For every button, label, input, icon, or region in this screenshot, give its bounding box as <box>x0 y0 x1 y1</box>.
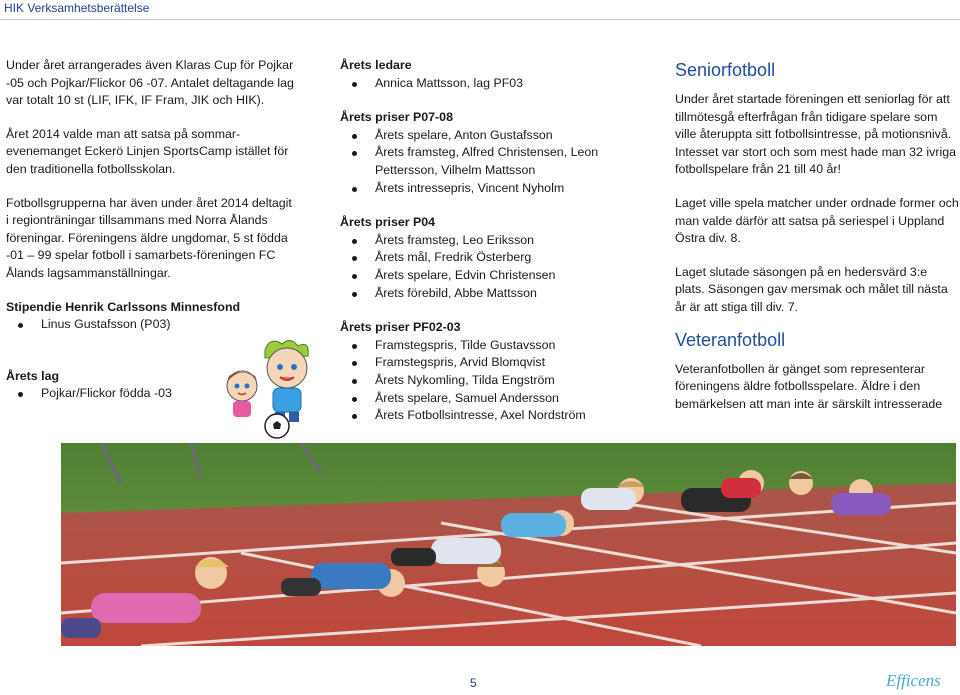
veteran-paragraph: Veteranfotbollen är gänget som representerar föreningens äldre fotbollsspelare. Äldre i den bemärkelsen att man inte är särskilt intresserade <box>675 361 943 411</box>
list-item: Annica Mattsson, lag PF03 <box>340 75 640 93</box>
list-item: Årets förebild, Abbe Mattsson <box>340 285 640 303</box>
senior-paragraph-3: Laget slutade säsongen på en hedersvärd 3:e plats. Säsongen gav mersmak och målet till nästa år är att stiga till div. 7. <box>675 264 948 314</box>
list-item: Årets Nykomling, Tilda Engström <box>340 372 640 390</box>
column-right <box>675 57 960 413</box>
stipend-heading: Stipendie Henrik Carlssons Minnesfond <box>6 299 241 314</box>
header-divider <box>0 19 960 20</box>
list-item: Årets mål, Fredrik Österberg <box>340 249 640 267</box>
leader-heading: Årets ledare <box>340 58 412 72</box>
list-item: Pojkar/Flickor födda -03 <box>6 385 296 403</box>
column-middle <box>340 57 640 442</box>
efficens-logo <box>880 666 956 692</box>
leader-list <box>340 75 640 93</box>
list-item: Årets spelare, Edvin Christensen <box>340 267 640 285</box>
page-header <box>0 0 960 18</box>
list-item: Årets spelare, Samuel Andersson <box>340 390 640 408</box>
veteran-heading: Veteranfotboll <box>675 329 786 350</box>
list-item: Årets intressepris, Vincent Nyholm <box>340 180 640 198</box>
p0708-heading: Årets priser P07-08 <box>340 110 453 125</box>
list-item: Linus Gustafsson (P03) <box>6 316 296 334</box>
team-heading: Årets lag <box>6 368 60 383</box>
senior-paragraph-2: Laget ville spela matcher under ordnade former och man valde därför att satsa på seriespel i Uppland Östra div. 8. <box>675 195 959 246</box>
region-training-paragraph: Fotbollsgrupperna har även under året 2014 deltagit i regionträningar tillsammans med Norra Ålands föreningar. Föreningens äldre ungdomar, 5 st födda -01 – 99 spelar fotboll i samarbets-föreningen FC Ålands lagsammanställningar. <box>6 195 292 280</box>
cup-paragraph: Under året arrangerades även Klaras Cup för Pojkar -05 och Pojkar/Flickor 06 -07. Antalet deltagande lag var totalt 10 st (LIF, IFK, IF Fram, JIK och HIK). <box>6 58 294 108</box>
list-item: Framstegspris, Arvid Blomqvist <box>340 354 640 372</box>
kids-clipart-image <box>220 336 330 442</box>
p04-heading: Årets priser P04 <box>340 215 436 230</box>
list-item: Årets framsteg, Alfred Christensen, Leon Pettersson, Vilhelm Mattsson <box>340 144 640 179</box>
list-item: Årets spelare, Anton Gustafsson <box>340 127 640 145</box>
list-item: Årets framsteg, Leo Eriksson <box>340 232 640 250</box>
stipend-list <box>6 316 296 334</box>
p04-list <box>340 232 640 302</box>
svg-text:Efficens: Efficens <box>886 671 941 690</box>
list-item: Framstegspris, Tilde Gustavsson <box>340 337 640 355</box>
pf0203-list <box>340 337 640 425</box>
senior-paragraph-1: Under året startade föreningen ett seniorlag för att tillmötesgå efterfrågan från tidigare spelare som ville återuppta sitt fotbollsintresse, på motionsnivå. Intesset var stort och som mest hade man 32 ivriga fotbollspelare från 21 till 40 år! <box>675 92 956 177</box>
senior-heading: Seniorfotboll <box>675 60 776 80</box>
p0708-list <box>340 127 640 197</box>
sportscamp-paragraph: Året 2014 valde man att satsa på sommar-evenemanget Eckerö Linjen SportsCamp istället för den traditionella fotbollsskolan. <box>6 126 289 176</box>
list-item: Årets Fotbollsintresse, Axel Nordström <box>340 407 640 425</box>
pf0203-heading: Årets priser PF02-03 <box>340 320 461 335</box>
kids-running-track-photo <box>61 443 956 646</box>
page-number: 5 <box>470 676 477 690</box>
document-title: HIK Verksamhetsberättelse <box>4 1 150 15</box>
